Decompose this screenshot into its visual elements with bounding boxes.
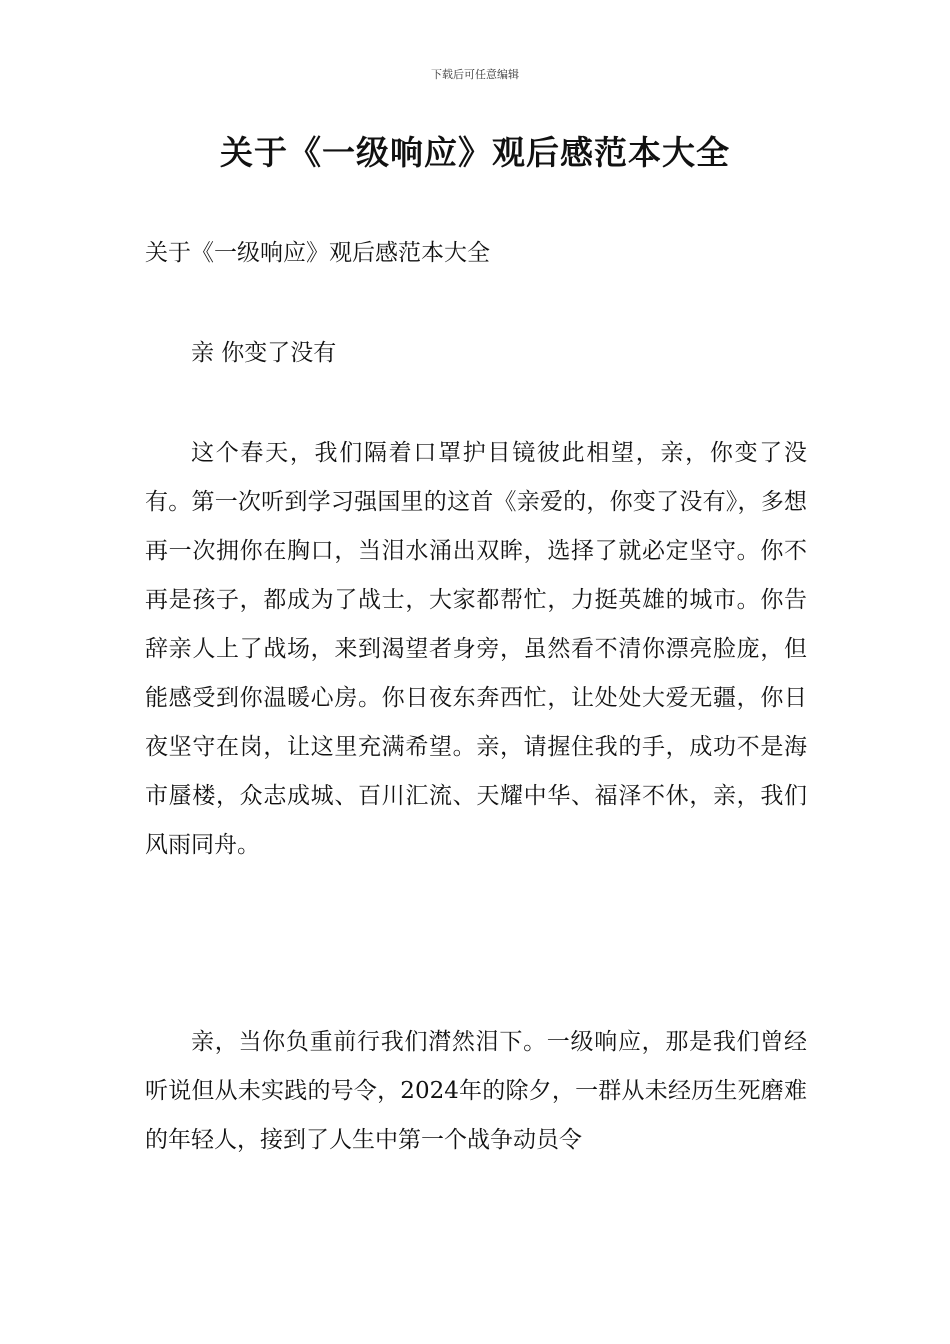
paragraph-2: 亲，当你负重前行我们潸然泪下。一级响应，那是我们曾经听说但从未实践的号令，2024年的除夕，一群从未经历生死磨难的年轻人，接到了人生中第一个战争动员令 [145, 1029, 807, 1153]
document-title: 关于《一级响应》观后感范本大全 [220, 133, 730, 172]
paragraph-1: 这个春天，我们隔着口罩护目镜彼此相望，亲，你变了没有。第一次听到学习强国里的这首《亲爱的，你变了没有》，多想再一次拥你在胸口，当泪水涌出双眸，选择了就必定坚守。你不再是孩子，都成为了战士，大家都帮忙，力挺英雄的城市。你告辞亲人上了战场，来到渴望者身旁，虽然看不清你漂亮脸庞，但能感受到你温暖心房。你日夜东奔西忙，让处处大爱无疆，你日夜坚守在岗，让这里充满希望。亲，请握住我的手，成功不是海市蜃楼，众志成城、百川汇流、天耀中华、福泽不休，亲，我们风雨同舟。 [145, 440, 807, 858]
document-subtitle: 关于《一级响应》观后感范本大全 [145, 240, 490, 266]
section-heading: 亲 你变了没有 [191, 340, 337, 366]
page-header-note: 下载后可任意编辑 [431, 68, 519, 81]
document-body [145, 229, 807, 1165]
